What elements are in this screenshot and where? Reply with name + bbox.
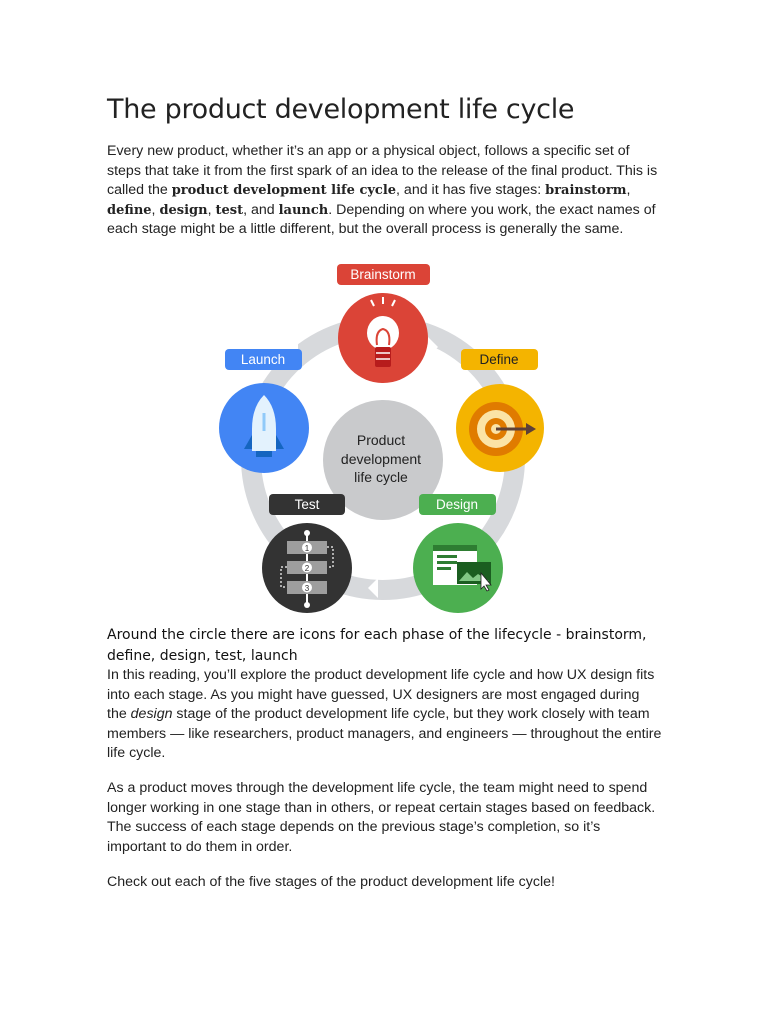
test-step-1: 1 [304,544,310,553]
brainstorm-label: Brainstorm [350,267,416,282]
intro-text: , [151,201,160,218]
term-define: define [107,202,152,218]
reading-paragraph [107,666,663,764]
launch-label: Launch [240,352,286,367]
intro-text: , and [243,201,279,218]
reading-text: stage of the product development life cycle, but they work closely with team members — like researchers, product managers, and engineers — throughout the entire life cycle. [107,706,662,762]
term-brainstorm: brainstorm [545,183,627,199]
intro-text: , and it has five stages: [396,182,546,199]
intro-text: , [626,182,631,199]
stages-intro-paragraph: Check out each of the five stages of the product development life cycle! [107,874,555,890]
term-design: design [159,202,208,218]
stage-define [456,349,544,472]
emphasis-design: design [130,706,173,723]
stage-design [413,494,503,613]
stage-test [262,494,352,613]
page-title: The product development life cycle [107,94,575,125]
define-label: Define [479,352,519,367]
intro-text: . Depending on where you work, the exact names of each stage might be a little different, but the overall process is generally the same. [107,201,656,238]
reading-text: In this reading, you’ll explore the product development life cycle and how UX design fits into each stage. As you might have guessed, UX designers are most engaged during the [107,667,655,723]
intro-text: , [207,201,216,218]
cycle-paragraph: As a product moves through the development life cycle, the team might need to spend longer working in one stage than in others, or repeat certain stages based on feedback. The success of each stage depends on the previous stage’s completion, so it’s important to do them in order. [107,780,656,855]
intro-text: Every new product, whether it’s an app or a physical object, follows a specific set of steps that take it from the first spark of an idea to the release of the final product. This is called the [107,143,658,199]
test-label: Test [294,497,320,512]
stage-launch [219,349,309,473]
design-label: Design [435,497,479,512]
term-product-development-life-cycle: product development life cycle [171,183,397,199]
term-launch: launch [278,202,329,218]
test-step-3: 3 [304,584,310,593]
stage-brainstorm [337,264,430,383]
term-test: test [215,202,244,218]
diagram-caption: Around the circle there are icons for each phase of the lifecycle - brainstorm, define, design, test, launch [107,627,647,664]
center-label-line3: life cycle [354,469,408,485]
intro-paragraph [107,142,663,240]
life-cycle-diagram [128,253,640,615]
center-label-line2: development [340,451,422,467]
test-step-2: 2 [304,564,310,573]
center-label-line1: Product [356,432,406,448]
